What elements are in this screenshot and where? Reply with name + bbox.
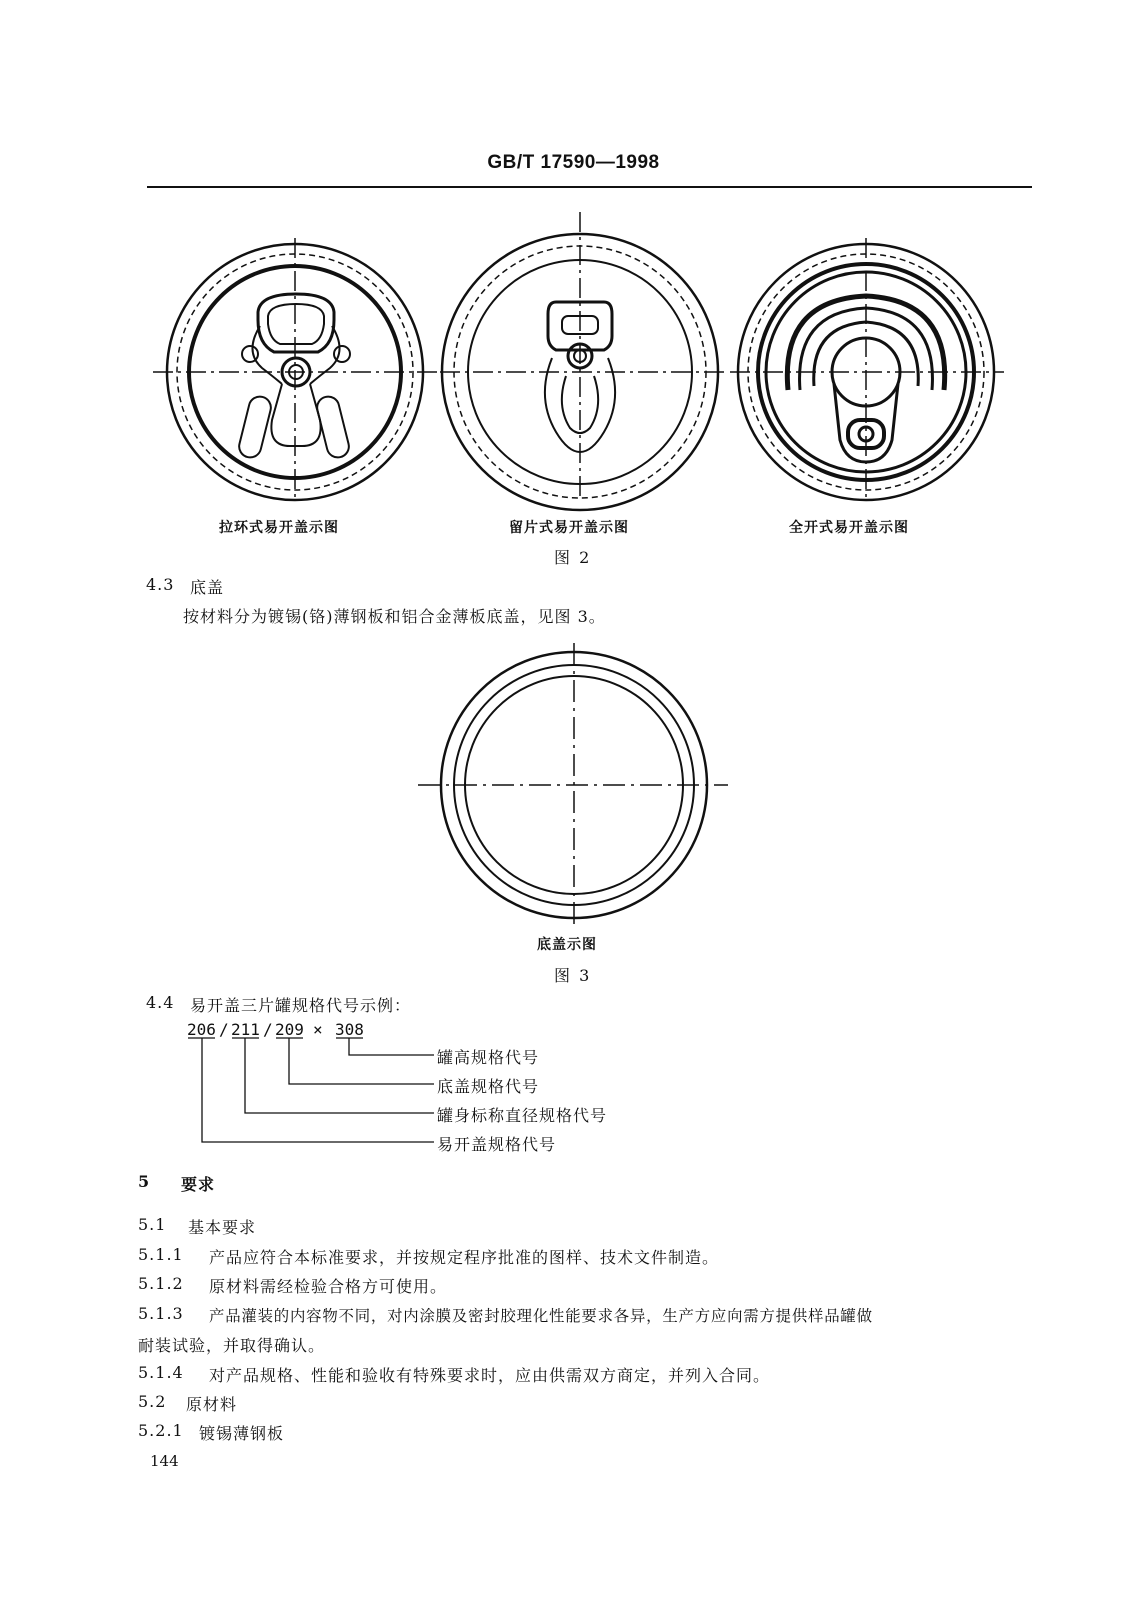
item-5-1-4-text: 对产品规格、性能和验收有特殊要求时，应由供需双方商定，并列入合同。 [209, 1366, 771, 1385]
legend-body-diameter-code: 罐身标称直径规格代号 [437, 1106, 608, 1125]
code-separator-2: / [263, 1020, 273, 1039]
standard-code-header: GB/T 17590—1998 [487, 152, 660, 173]
code-part-3: 209 [275, 1020, 304, 1039]
figure2-caption-pull-ring: 拉环式易开盖示图 [219, 520, 339, 536]
legend-bottom-end-code: 底盖规格代号 [437, 1077, 540, 1096]
section-5-number: 5 [138, 1172, 151, 1191]
code-separator-1: / [219, 1020, 229, 1039]
full-open-end-drawing [728, 235, 1008, 505]
section-5-title: 要求 [181, 1175, 216, 1194]
code-part-1: 206 [187, 1020, 216, 1039]
section-4-4-number: 4.4 [146, 993, 175, 1012]
page-number: 144 [150, 1452, 179, 1470]
section-4-3-body: 按材料分为镀锡(铬)薄钢板和铝合金薄板底盖，见图 3。 [183, 607, 606, 626]
item-5-1-3-continuation: 耐装试验，并取得确认。 [138, 1336, 326, 1355]
code-part-2: 211 [231, 1020, 260, 1039]
retained-tab-end-drawing [440, 210, 730, 500]
figure2-label: 图 2 [554, 548, 592, 567]
figure3-caption: 底盖示图 [537, 937, 597, 953]
figure3-label: 图 3 [554, 966, 592, 985]
section-4-4-title: 易开盖三片罐规格代号示例： [190, 996, 412, 1015]
item-5-1-4-number: 5.1.4 [138, 1363, 184, 1382]
item-5-1-3-number: 5.1.3 [138, 1304, 184, 1323]
header-rule [147, 186, 1032, 188]
code-part-4: 308 [335, 1020, 364, 1039]
section-5-2-1-number: 5.2.1 [138, 1421, 184, 1440]
section-5-2-title: 原材料 [186, 1395, 238, 1414]
section-4-3-title: 底盖 [190, 578, 225, 597]
section-5-1-title: 基本要求 [188, 1218, 257, 1237]
item-5-1-3-text: 产品灌装的内容物不同，对内涂膜及密封胶理化性能要求各异，生产方应向需方提供样品罐做 [209, 1307, 873, 1325]
figure2-caption-retained-tab: 留片式易开盖示图 [509, 520, 629, 536]
code-leader-lines [180, 1035, 440, 1155]
item-5-1-2-text: 原材料需经检验合格方可使用。 [209, 1277, 448, 1296]
section-5-2-number: 5.2 [138, 1392, 167, 1411]
item-5-1-1-text: 产品应符合本标准要求，并按规定程序批准的图样、技术文件制造。 [209, 1248, 720, 1267]
section-5-2-1-title: 镀锡薄钢板 [199, 1424, 285, 1443]
figure2-caption-full-open: 全开式易开盖示图 [789, 520, 909, 536]
section-5-1-number: 5.1 [138, 1215, 167, 1234]
legend-easy-open-end-code: 易开盖规格代号 [437, 1135, 557, 1154]
item-5-1-1-number: 5.1.1 [138, 1245, 184, 1264]
bottom-end-drawing [415, 640, 731, 930]
section-4-3-number: 4.3 [146, 575, 175, 594]
code-times: × [313, 1020, 323, 1039]
legend-can-height-code: 罐高规格代号 [437, 1048, 540, 1067]
pull-ring-end-drawing [150, 230, 440, 500]
item-5-1-2-number: 5.1.2 [138, 1274, 184, 1293]
